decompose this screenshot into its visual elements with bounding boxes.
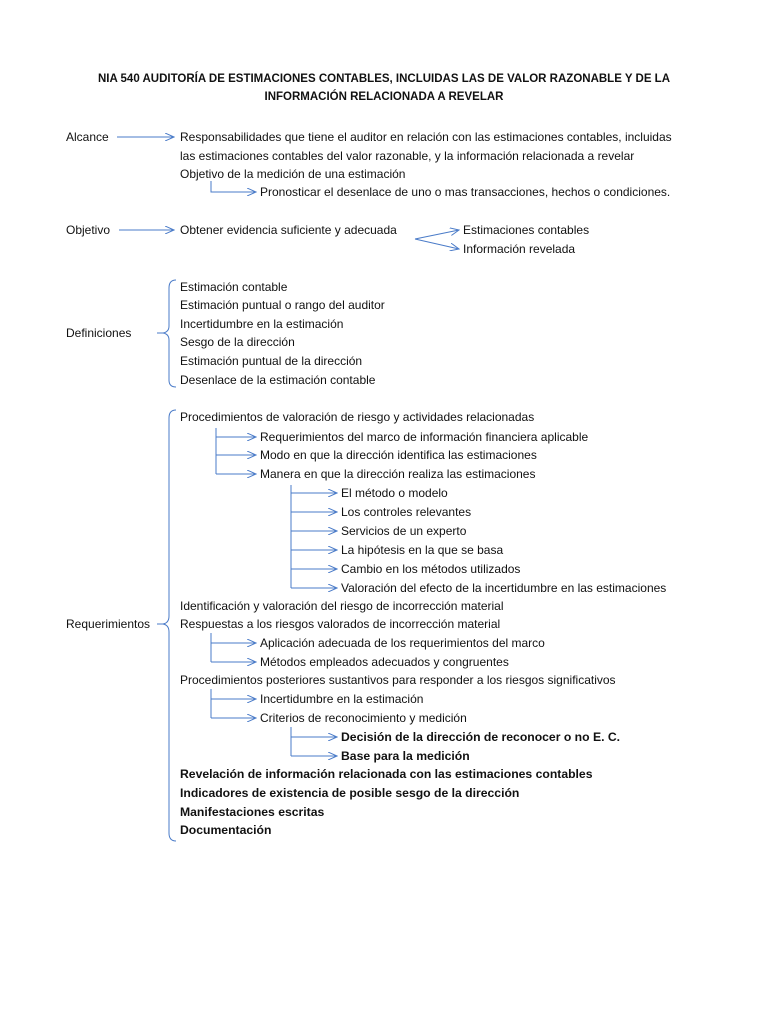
definicion-item: Estimación puntual de la dirección [180,354,363,368]
requerimientos-brace [163,410,176,841]
objetivo-medicion-connector [211,181,256,192]
procedimientos-item: Procedimientos de valoración de riesgo y actividades relacionadas [180,410,535,424]
criterios-sub-item: Decisión de la dirección de reconocer o no E. C. [341,730,621,744]
criterios-sub-item: Base para la medición [341,749,470,763]
manera-sub-item: Servicios de un experto [341,524,467,538]
alcance-label: Alcance [66,130,109,144]
final-item: Indicadores de existencia de posible sesgo de la dirección [180,786,520,800]
alcance-sub-item: Pronosticar el desenlace de uno o mas transacciones, hechos o condiciones. [260,185,671,199]
respuestas-sub-item: Métodos empleados adecuados y congruentes [260,655,509,669]
posteriores-sub-item: Criterios de reconocimiento y medición [260,711,467,725]
definicion-item: Sesgo de la dirección [180,335,295,349]
requerimientos-label: Requerimientos [66,617,151,631]
objetivo-split-arrow-2 [415,239,459,249]
alcance-text-line-1: Responsabilidades que tiene el auditor en relación con las estimaciones contables, incluidas [180,130,672,144]
posteriores-item: Procedimientos posteriores sustantivos para responder a los riesgos significativos [180,673,616,687]
manera-sub-item: Cambio en los métodos utilizados [341,562,521,576]
respuestas-item: Respuestas a los riesgos valorados de incorrección material [180,617,501,631]
manera-sub-item: Valoración del efecto de la incertidumbre en las estimaciones [341,581,667,595]
identificacion-item: Identificación y valoración del riesgo de incorrección material [180,599,504,613]
respuestas-sub-item: Aplicación adecuada de los requerimientos del marco [260,636,545,650]
document-title-line-1: NIA 540 AUDITORÍA DE ESTIMACIONES CONTABLES, INCLUIDAS LAS DE VALOR RAZONABLE Y DE LA [97,73,671,85]
definicion-item: Estimación contable [180,280,288,294]
procedimientos-sub-item: Requerimientos del marco de información financiera aplicable [260,430,589,444]
manera-sub-item: El método o modelo [341,486,448,500]
objetivo-item: Información revelada [463,242,576,256]
objetivo-split-arrow-1 [415,230,459,239]
definiciones-label: Definiciones [66,326,132,340]
alcance-text-line-2: las estimaciones contables del valor razonable, y la información relacionada a revelar [180,149,635,163]
objetivo-label: Objetivo [66,223,111,237]
procedimientos-sub-item: Manera en que la dirección realiza las estimaciones [260,467,536,481]
objetivo-item: Estimaciones contables [463,223,590,237]
definicion-item: Estimación puntual o rango del auditor [180,298,385,312]
respuestas-bracket [211,633,256,662]
manera-sub-item: La hipótesis en la que se basa [341,543,504,557]
manera-sub-item: Los controles relevantes [341,505,472,519]
alcance-text-line-3: Objetivo de la medición de una estimación [180,167,406,181]
final-item: Revelación de información relacionada con las estimaciones contables [180,767,593,781]
document-title-line-2: INFORMACIÓN RELACIONADA A REVELAR [264,91,504,103]
definiciones-brace [163,280,176,387]
posteriores-sub-item: Incertidumbre en la estimación [260,692,424,706]
final-item: Documentación [180,823,272,837]
final-item: Manifestaciones escritas [180,805,325,819]
definicion-item: Desenlace de la estimación contable [180,373,376,387]
objetivo-text: Obtener evidencia suficiente y adecuada [180,223,397,237]
definicion-item: Incertidumbre en la estimación [180,317,344,331]
procedimientos-sub-item: Modo en que la dirección identifica las estimaciones [260,448,537,462]
